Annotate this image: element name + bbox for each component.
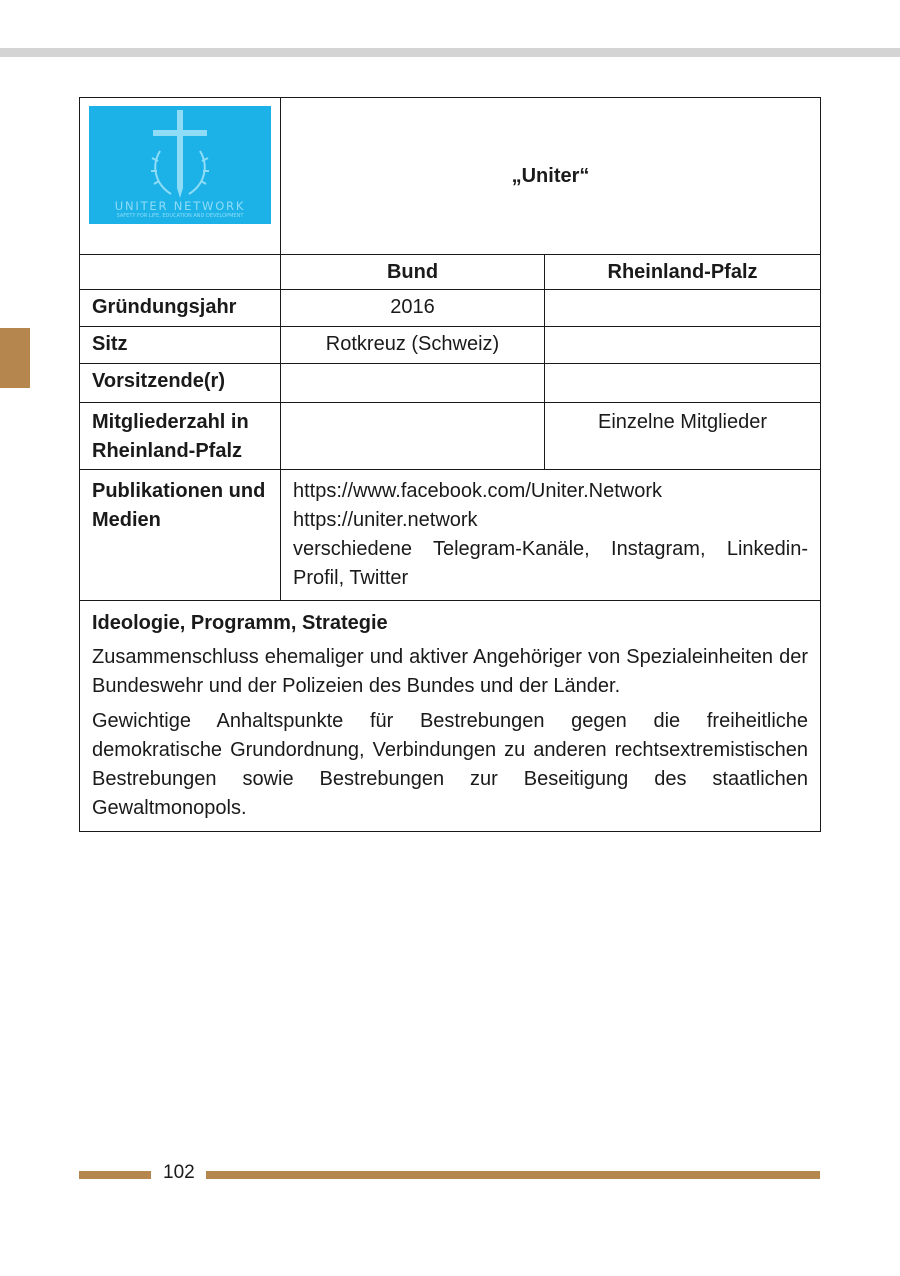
footer-rule-right bbox=[206, 1171, 820, 1179]
organization-profile-table bbox=[79, 97, 821, 832]
column-header-bund: Bund bbox=[281, 255, 545, 290]
column-header-rheinland-pfalz: Rheinland-Pfalz bbox=[545, 255, 821, 290]
publication-other-channels: verschiedene Telegram-Kanäle, Instagram, Linkedin-Profil, Twitter bbox=[293, 538, 809, 589]
uniter-network-logo bbox=[89, 106, 271, 224]
table-row bbox=[80, 327, 821, 364]
page-number: 102 bbox=[163, 1162, 195, 1183]
publication-link-facebook[interactable]: https://www.facebook.com/Uniter.Network bbox=[293, 480, 663, 502]
ideology-section bbox=[80, 601, 821, 832]
organization-name: „Uniter“ bbox=[281, 98, 821, 255]
ideology-row bbox=[80, 601, 821, 832]
value-rlp-sitz bbox=[545, 327, 821, 364]
publications-list bbox=[281, 470, 821, 601]
row-label-gruendungsjahr: Gründungsjahr bbox=[80, 290, 281, 327]
logo-wordmark: UNITER NETWORK bbox=[114, 199, 246, 213]
column-header-row bbox=[80, 255, 821, 290]
value-bund-mitgliederzahl bbox=[281, 403, 545, 470]
logo-cell bbox=[80, 98, 281, 255]
row-label-publikationen: Publikationen und Medien bbox=[80, 470, 281, 601]
logo-tagline: SAFETY FOR LIFE, EDUCATION AND DEVELOPMENT bbox=[116, 213, 244, 219]
publication-link-website[interactable]: https://uniter.network bbox=[293, 509, 478, 531]
value-bund-vorsitzende bbox=[281, 364, 545, 403]
table-row bbox=[80, 403, 821, 470]
value-bund-sitz: Rotkreuz (Schweiz) bbox=[281, 327, 545, 364]
row-label-sitz: Sitz bbox=[80, 327, 281, 364]
row-label-vorsitzende: Vorsitzende(r) bbox=[80, 364, 281, 403]
ideology-paragraph: Zusammenschluss ehemaliger und aktiver Angehöriger von Spezialeinheiten der Bundeswehr und der Polizeien des Bundes und der Länder. bbox=[92, 646, 809, 697]
ideology-title: Ideologie, Programm, Strategie bbox=[92, 612, 388, 634]
header-bar bbox=[0, 48, 900, 57]
value-rlp-gruendungsjahr bbox=[545, 290, 821, 327]
value-bund-gruendungsjahr: 2016 bbox=[281, 290, 545, 327]
table-row bbox=[80, 290, 821, 327]
empty-header-cell bbox=[80, 255, 281, 290]
value-rlp-vorsitzende bbox=[545, 364, 821, 403]
value-rlp-mitgliederzahl: Einzelne Mitglieder bbox=[545, 403, 821, 470]
row-label-mitgliederzahl: Mitgliederzahl in Rheinland-Pfalz bbox=[80, 403, 281, 470]
chapter-tab-marker bbox=[0, 328, 30, 388]
footer-rule-left bbox=[79, 1171, 151, 1179]
profile-header-row bbox=[80, 98, 821, 255]
ideology-paragraph: Gewichtige Anhaltspunkte für Bestrebungen gegen die freiheitliche demokratische Grundordnung, Verbindungen zu anderen rechtsextremistischen Bestrebungen sowie Bestrebungen zur Beseitigung des staatlichen Gewaltmonopols. bbox=[92, 710, 809, 819]
publications-row bbox=[80, 470, 821, 601]
table-row bbox=[80, 364, 821, 403]
